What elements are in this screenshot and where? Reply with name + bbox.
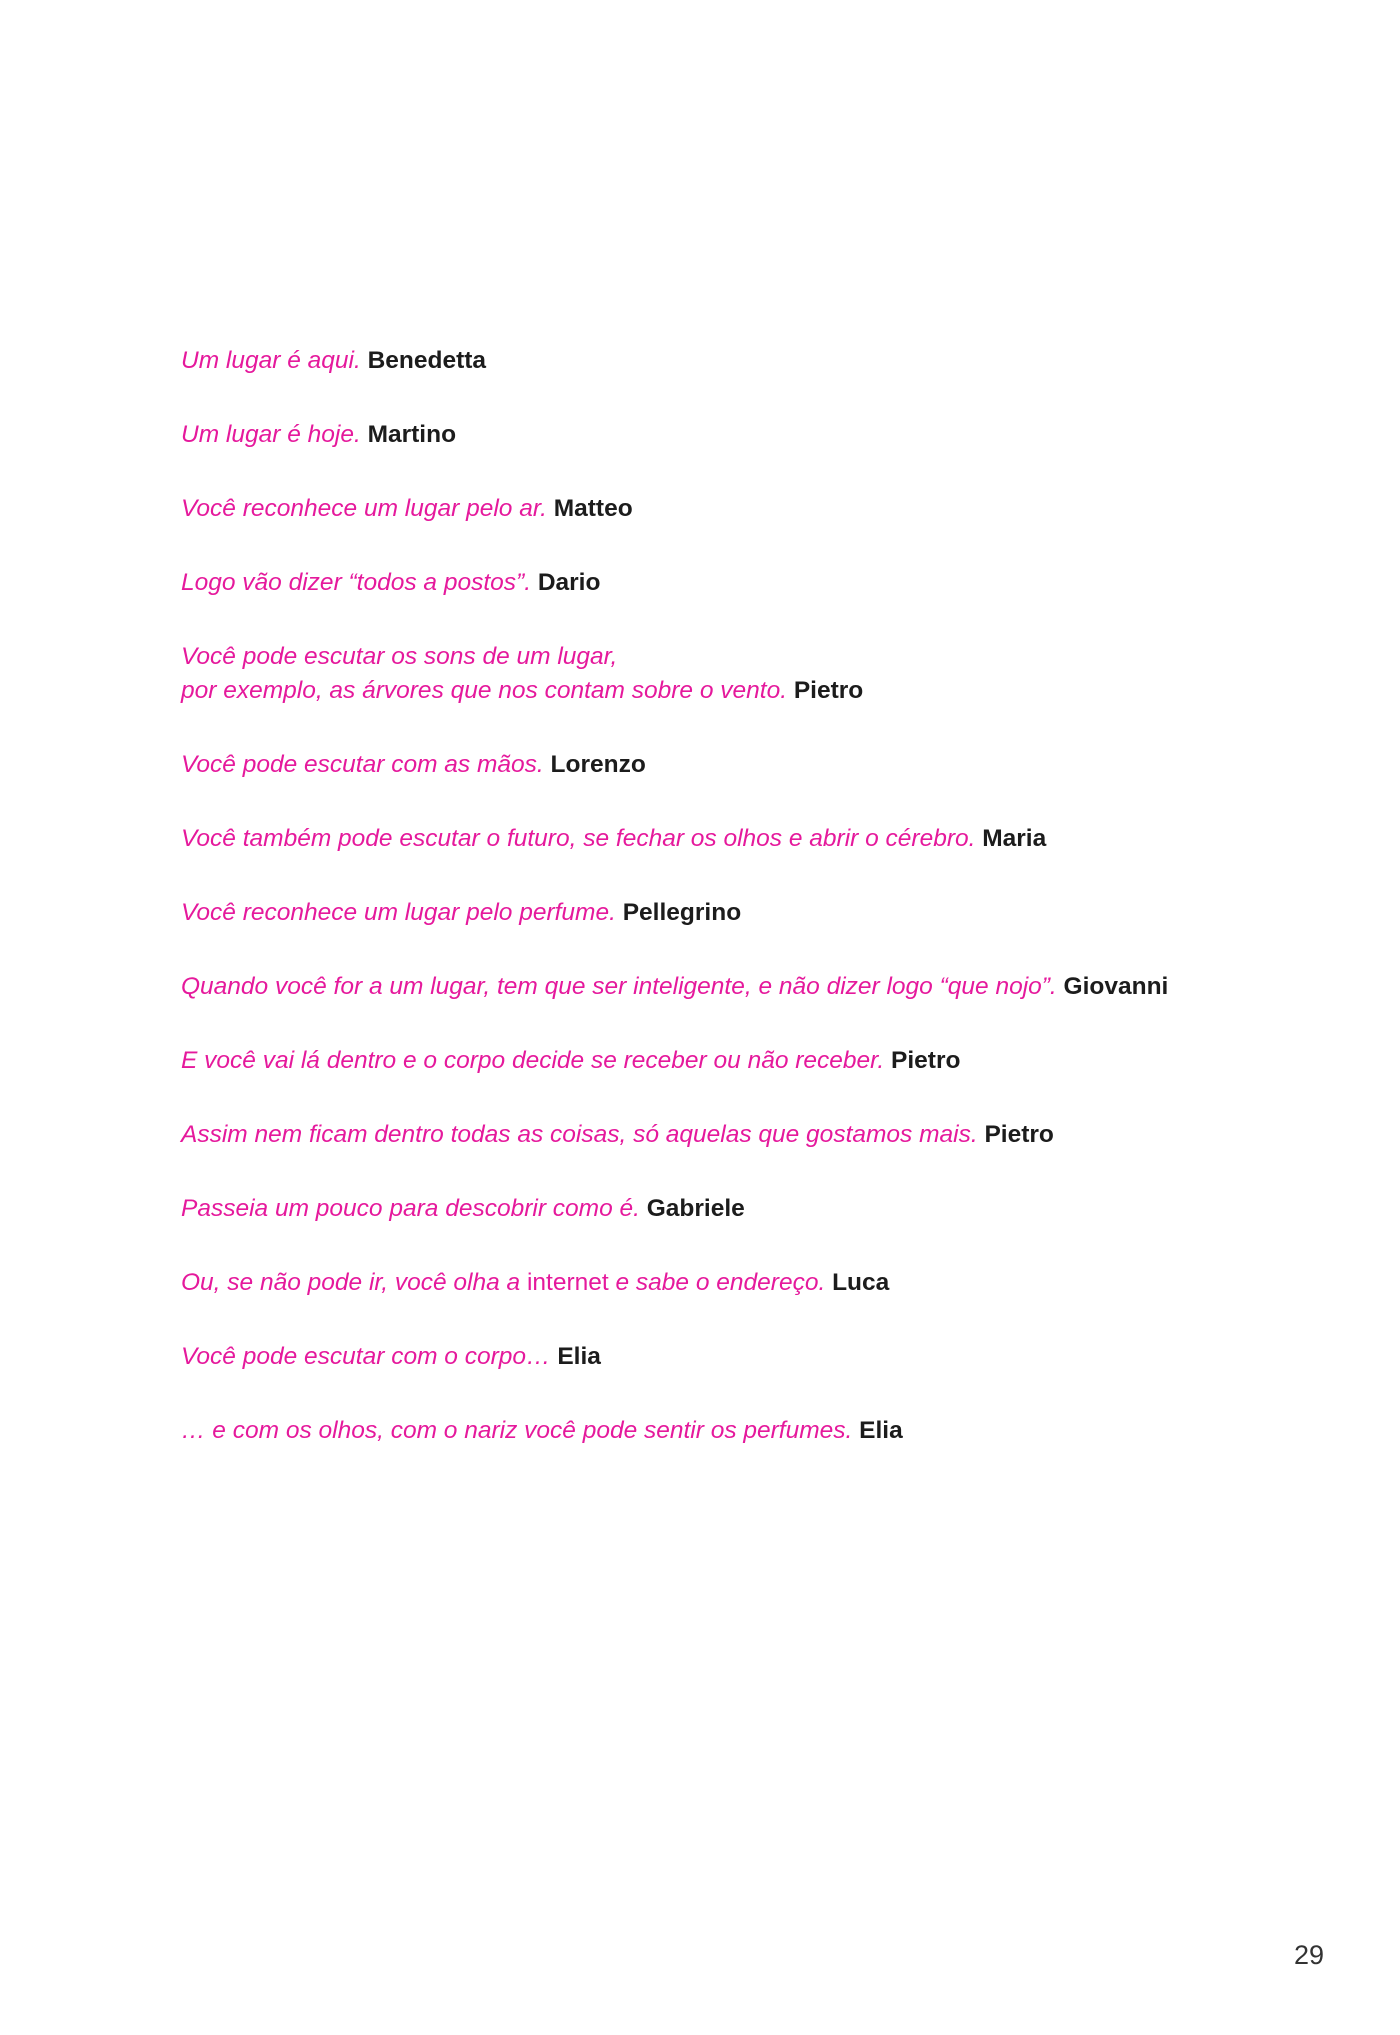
quote-list: [181, 344, 1341, 1488]
quote-line: [181, 566, 1341, 600]
quote-text: Logo vão dizer “todos a postos”.: [181, 569, 532, 596]
quote-author: Luca: [832, 1269, 890, 1296]
quote-text: Assim nem ficam dentro todas as coisas, só aquelas que gostamos mais.: [181, 1121, 978, 1148]
quote-line: [181, 1340, 1341, 1374]
quote-text: Quando você for a um lugar, tem que ser inteligente, e não dizer logo “que nojo”.: [181, 973, 1057, 1000]
quote-author: Elia: [859, 1417, 903, 1444]
quote-text: Você também pode escutar o futuro, se fechar os olhos e abrir o cérebro.: [181, 825, 976, 852]
quote-line: [181, 1266, 1341, 1300]
page-number: 29: [1293, 1940, 1324, 1970]
quote-line: [181, 1414, 1341, 1448]
quote-line: [181, 418, 1341, 452]
quote-text: Você pode escutar com o corpo…: [181, 1343, 551, 1370]
quote-text-upright-word: internet: [526, 1269, 609, 1296]
quote-line: [181, 896, 1341, 930]
quote-text: Você reconhece um lugar pelo perfume.: [181, 899, 616, 926]
quote-line: [181, 822, 1341, 856]
quote-author: Pietro: [891, 1047, 961, 1074]
quote-line: [181, 492, 1341, 526]
quote-text: Você pode escutar com as mãos.: [181, 751, 544, 778]
quote-author: Dario: [537, 569, 601, 596]
quote-text-line-1: Você pode escutar os sons de um lugar,: [181, 643, 618, 670]
quote-line: [181, 970, 1341, 1004]
quote-text: Você reconhece um lugar pelo ar.: [181, 495, 547, 522]
quote-line: [181, 1044, 1341, 1078]
quote-line: [181, 1192, 1341, 1226]
quote-text: Um lugar é hoje.: [181, 421, 361, 448]
quote-text-line-2: por exemplo, as árvores que nos contam sobre o vento.: [181, 677, 788, 704]
quote-text: Passeia um pouco para descobrir como é.: [181, 1195, 640, 1222]
quote-author: Pietro: [793, 677, 864, 704]
quote-text-after: e sabe o endereço.: [615, 1269, 826, 1296]
quote-author: Lorenzo: [550, 751, 646, 778]
quote-line: [181, 748, 1341, 782]
quote-author: Matteo: [553, 495, 633, 522]
quote-text: Um lugar é aqui.: [181, 347, 361, 374]
quote-text: … e com os olhos, com o nariz você pode sentir os perfumes.: [181, 1417, 853, 1444]
quote-author: Pietro: [984, 1121, 1054, 1148]
quote-author: Martino: [367, 421, 457, 448]
quote-line: [181, 344, 1341, 378]
quote-author: Elia: [557, 1343, 601, 1370]
quote-line: [181, 640, 1341, 708]
quote-text-before: Ou, se não pode ir, você olha a: [181, 1269, 521, 1296]
quote-author: Giovanni: [1063, 973, 1169, 1000]
quote-author: Maria: [982, 825, 1047, 852]
quote-author: Pellegrino: [622, 899, 742, 926]
quote-author: Gabriele: [646, 1195, 745, 1222]
quote-author: Benedetta: [367, 347, 487, 374]
quote-line: [181, 1118, 1341, 1152]
quote-text: E você vai lá dentro e o corpo decide se receber ou não receber.: [181, 1047, 885, 1074]
